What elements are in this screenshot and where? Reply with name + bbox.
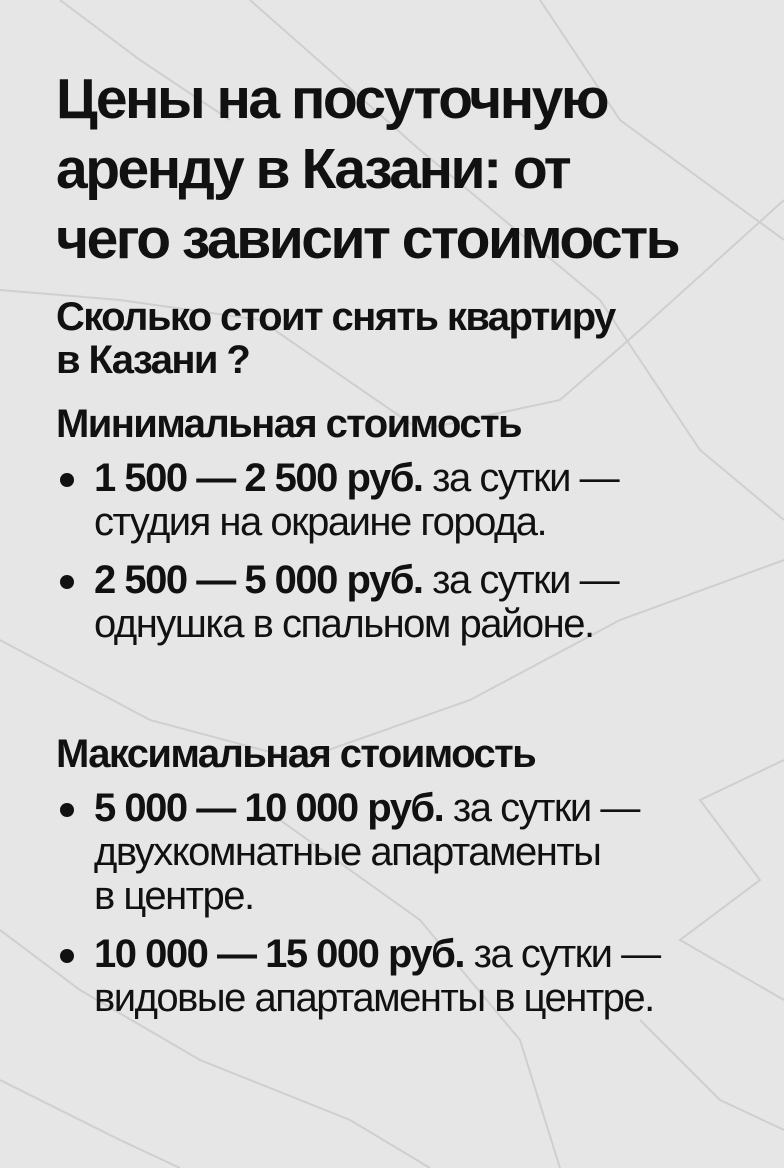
price-period: за сутки — <box>464 932 660 976</box>
price-period: за сутки — <box>422 456 619 500</box>
minimum-price-list <box>56 456 768 646</box>
article <box>56 64 768 1034</box>
price-period: за сутки — <box>422 558 619 602</box>
title-line: Цены на посуточную <box>56 67 607 131</box>
section-heading-minimum: Минимальная стоимость <box>56 402 521 446</box>
bullet-icon <box>60 575 74 589</box>
list-item <box>56 932 768 1020</box>
page-title <box>56 64 768 274</box>
bullet-icon <box>60 803 74 817</box>
title-line: чего зависит стоимость <box>56 207 679 271</box>
item-description: видовые апартаменты в центре. <box>94 976 654 1020</box>
section-heading-maximum: Максимальная стоимость <box>56 732 536 776</box>
price-range: 5 000 — 10 000 руб. <box>94 786 444 830</box>
list-item <box>56 558 768 646</box>
maximum-price-list <box>56 786 768 1020</box>
price-range: 1 500 — 2 500 руб. <box>94 456 423 500</box>
item-description: в центре. <box>94 874 254 918</box>
list-item <box>56 456 768 544</box>
bullet-icon <box>60 473 74 487</box>
list-item <box>56 786 768 918</box>
subtitle <box>56 296 768 382</box>
item-headline <box>94 786 768 830</box>
bullet-icon <box>60 949 74 963</box>
subtitle-line: Сколько стоит снять квартиру <box>56 295 615 339</box>
price-period: за сутки — <box>443 786 639 830</box>
title-line: аренду в Казани: от <box>56 137 570 201</box>
item-description: двухкомнатные апартаменты <box>94 830 601 874</box>
item-headline <box>94 558 768 602</box>
item-description: однушка в спальном районе. <box>94 602 594 646</box>
item-headline <box>94 932 768 976</box>
subtitle-line: в Казани ? <box>56 338 250 382</box>
item-description: студия на окраине города. <box>94 500 547 544</box>
item-headline <box>94 456 768 500</box>
price-range: 10 000 — 15 000 руб. <box>94 932 464 976</box>
price-range: 2 500 — 5 000 руб. <box>94 558 423 602</box>
